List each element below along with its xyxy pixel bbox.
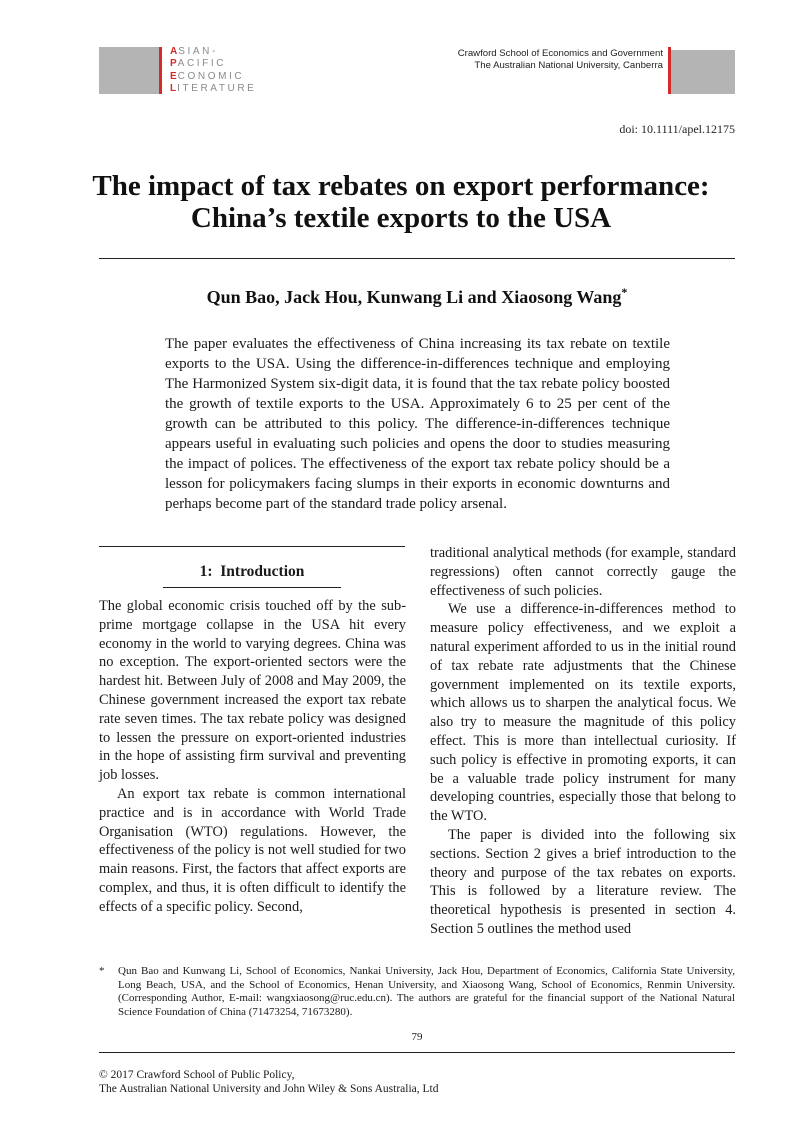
author-names: Qun Bao, Jack Hou, Kunwang Li and Xiaosong Wang bbox=[206, 287, 622, 307]
section-heading bbox=[99, 563, 405, 581]
paragraph: traditional analytical methods (for example, standard regressions) often cannot correctly gauge the effectiveness of such policies. bbox=[430, 545, 736, 599]
footer-divider bbox=[99, 1052, 735, 1053]
header-red-bar-left bbox=[159, 47, 162, 94]
footnote bbox=[99, 965, 735, 1019]
section-rule-bottom bbox=[163, 587, 341, 588]
paragraph: An export tax rebate is common international practice and is in accordance with World Trade Organisation (WTO) regulations. However, the effectiveness of the policy is not well studied for two main reasons. First, the factors that affect exports are complex, and thus, it is often difficult to identify the effects of a specific policy. Second, bbox=[99, 785, 406, 915]
paragraph: We use a difference-in-differences method to measure policy effectiveness, and we exploit a natural experiment afforded to us in the initial round of tax rebate rate adjustments that the Chinese government implemented on its textile exports, which allows us to sharpen the analytical focus. We also try to measure the magnitude of this policy effect. This is more than intellectual curiosity. If such policy is effective in promoting exports, it can be a valuable trade policy instrument for many developing countries, especially those that belong to the WTO. bbox=[430, 601, 736, 825]
title-line-2: China’s textile exports to the USA bbox=[190, 202, 612, 234]
paragraph: The paper is divided into the following six sections. Section 2 gives a brief introduction to the theory and purpose of the tax rebates on exports. This is followed by a literature review. The theoretical hypothesis is presented in section 4. Section 5 outlines the method used bbox=[430, 826, 736, 937]
right-column bbox=[430, 544, 736, 939]
page-number: 79 bbox=[411, 1031, 423, 1043]
footnote-mark: * bbox=[99, 965, 105, 977]
header-gray-box-left bbox=[99, 47, 159, 94]
title-line-1: The impact of tax rebates on export performance: bbox=[92, 170, 710, 202]
author-footnote-mark[interactable]: * bbox=[621, 285, 628, 299]
publisher-info bbox=[458, 48, 663, 72]
paper-title bbox=[60, 170, 742, 234]
header-gray-box-right bbox=[671, 50, 735, 94]
logo-line: ECONOMIC bbox=[170, 70, 245, 82]
section-number: 1: bbox=[199, 563, 213, 580]
title-divider bbox=[99, 258, 735, 259]
logo-line: LITERATURE bbox=[170, 83, 257, 95]
abstract-text: The paper evaluates the effectiveness of China increasing its tax rebate on textile exports to the USA. Using the difference-in-differences technique and employing The Harmonized System six-digit data, it is found that the tax rebate policy boosted the growth of textile exports to the USA. Approximately 6 to 25 per cent of the growth can be attributed to this policy. The difference-in-differences technique appears useful in evaluating such policies and opens the door to studies measuring the impact of polices. The effectiveness of the export tax rebate policy should be a lesson for policymakers facing slumps in their exports in economic downturns and perhaps become part of the standard trade policy arsenal. bbox=[165, 336, 670, 512]
copyright-line-1: © 2017 Crawford School of Public Policy, bbox=[99, 1069, 295, 1081]
footnote-text: Qun Bao and Kunwang Li, School of Economics, Nankai University, Jack Hou, Department of Economics, California State University, Long Beach, USA, and the School of Economics, Henan University, and Xiaosong Wang, School of Economics, Renmin University. (Corresponding Author, E-mail: wangxiaosong@ruc.edu.cn). The authors are grateful for the financial support of the National Natural Science Foundation of China (71473254, 71673280). bbox=[118, 965, 735, 1018]
copyright-line-2: The Australian National University and John Wiley & Sons Australia, Ltd bbox=[99, 1083, 439, 1095]
author-list bbox=[99, 285, 735, 308]
section-rule-top bbox=[99, 546, 405, 547]
journal-logo bbox=[170, 46, 256, 96]
publisher-line-1: Crawford School of Economics and Government bbox=[457, 48, 663, 59]
paragraph: The global economic crisis touched off by the sub-prime mortgage collapse in the USA hit every economy in the world to varying degrees. China was no exception. The export-oriented sectors were the hardest hit. Between July of 2008 and May 2009, the Chinese government increased the export tax rebate rate seven times. The tax rebate policy was designed to lessen the pressure on export-oriented industries in the hope of assisting firm survival and preventing job losses. bbox=[99, 598, 406, 784]
publisher-line-2: The Australian National University, Canberra bbox=[474, 60, 663, 71]
section-title: Introduction bbox=[220, 563, 305, 580]
logo-line: ASIAN- bbox=[170, 46, 218, 57]
copyright bbox=[99, 1068, 439, 1096]
abstract bbox=[165, 334, 670, 514]
left-column bbox=[99, 597, 406, 917]
doi[interactable]: doi: 10.1111/apel.12175 bbox=[619, 122, 735, 136]
logo-line: PACIFIC bbox=[170, 58, 227, 70]
